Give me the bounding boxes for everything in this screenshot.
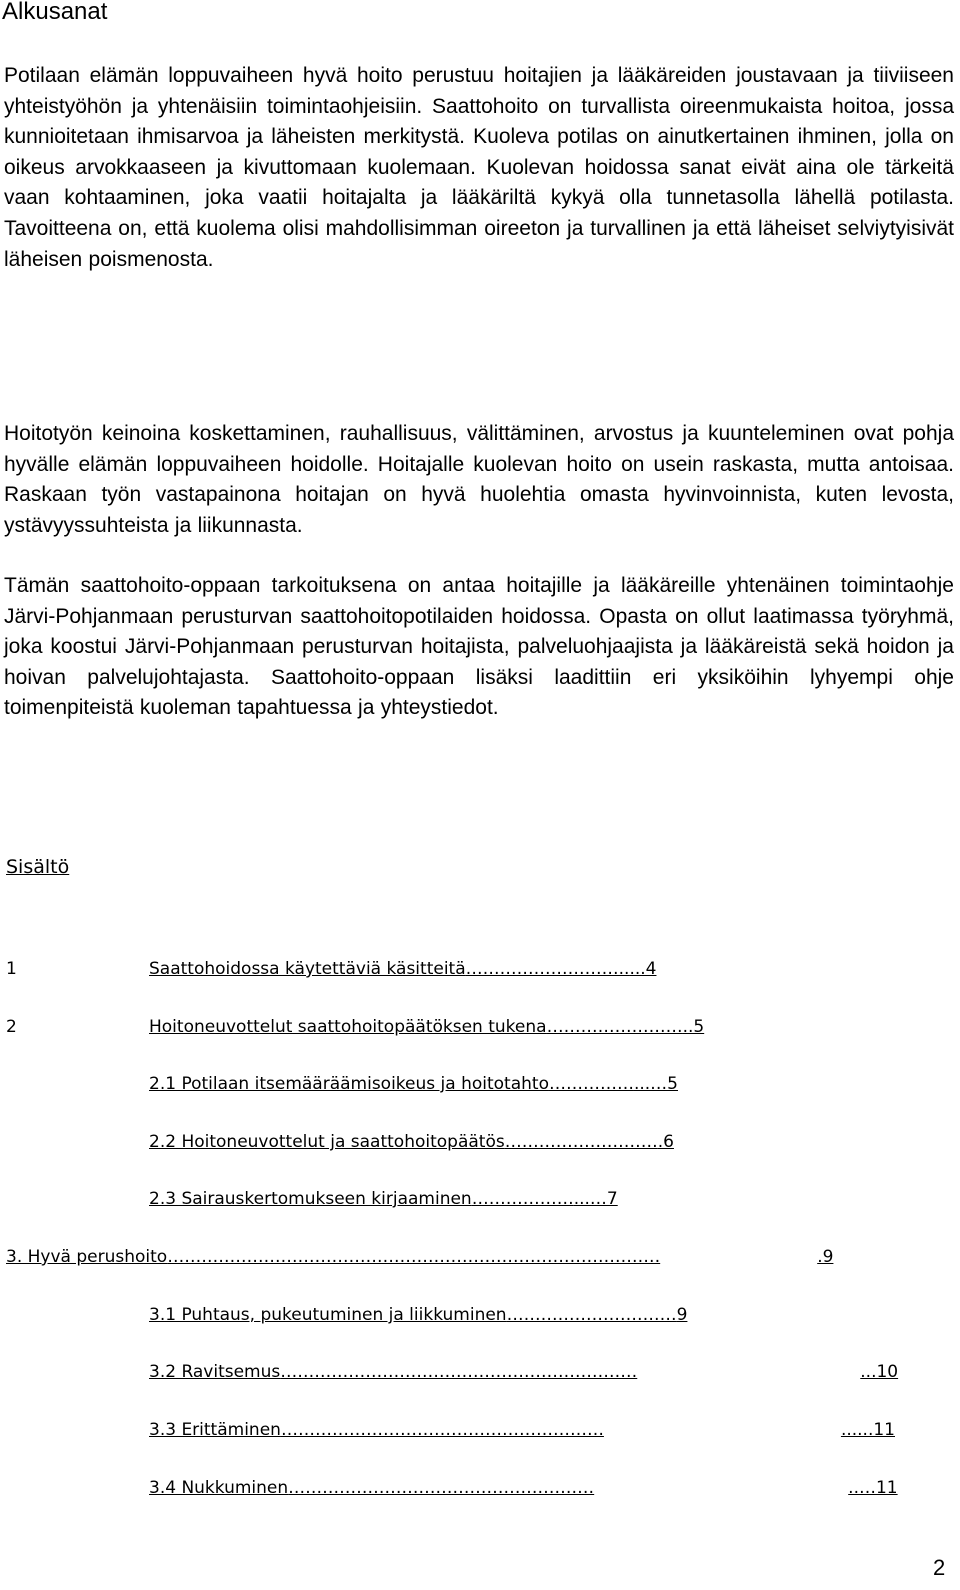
toc-entry-text: 3.4 Nukkuminen (149, 1478, 289, 1498)
toc-entry-text: 2.1 Potilaan itsemääräämisoikeus ja hoitotahto (149, 1074, 549, 1094)
toc-entry-text: Saattohoidossa käytettäviä käsitteitä (149, 959, 466, 979)
toc-entry-2-2[interactable] (149, 1130, 674, 1154)
toc-entry-text: 3. Hyvä perushoito (6, 1247, 168, 1267)
toc-entry-text: 3.3 Erittäminen (149, 1420, 281, 1440)
toc-entry-page: ...…7 (573, 1189, 618, 1209)
page-number: 2 (933, 1555, 946, 1580)
toc-entry-leader: …………………… (546, 1017, 683, 1037)
toc-entry-page: .6 (657, 1132, 674, 1152)
toc-entry-leader: ……………………… (504, 1132, 658, 1152)
toc-entry-page: ...4 (629, 959, 657, 979)
toc-entry-text: 2.2 Hoitoneuvottelut ja saattohoitopäätös (149, 1132, 505, 1152)
toc-entry-2[interactable] (6, 1015, 704, 1039)
toc-entry-page: ..5 (682, 1017, 705, 1037)
paragraph-1: Potilaan elämän loppuvaiheen hyvä hoito perustuu hoitajien ja lääkäreiden joustavaan ja tiiviiseen yhteistyöhön ja yhtenäisiin toimintaohjeisiin. Saattohoito on turvallista oireenmukaista hoitoa, jossa kunnioitetaan ihmisarvoa ja läheisten merkitystä. Kuoleva potilas on ainutkertainen ihminen, jolla on oikeus arvokkaaseen ja kivuttomaan kuolemaan. Kuolevan hoidossa sanat eivät aina ole tärkeitä vaan kohtaaminen, joka vaatii hoitajalta ja lääkäriltä kykyä olla tunnetasolla lähellä potilasta. Tavoitteena on, että kuolema olisi mahdollisimman oireeton ja turvallinen ja että läheiset selviytyisivät läheisen poismenosta. (4, 64, 954, 271)
paragraph-3: Tämän saattohoito-oppaan tarkoituksena on antaa hoitajille ja lääkäreille yhtenäinen toimintaohje Järvi-Pohjanmaan perusturvan saattohoitopotilaiden hoidossa. Opasta on ollut laatimassa työryhmä, joka koostui Järvi-Pohjanmaan perusturvan hoitajista, palveluohjaajista ja lääkäreistä sekä hoidon ja hoivan palvelujohtajasta. Saattohoito-oppaan lisäksi laadittiin eri yksiköihin lyhyempi ohje toimenpiteistä kuoleman tapahtuessa ja yhteystiedot. (4, 574, 954, 720)
toc-entry-text: 2.3 Sairauskertomukseen kirjaaminen (149, 1189, 472, 1209)
toc-entry-text: Hoitoneuvottelut saattohoitopäätöksen tukena (149, 1017, 547, 1037)
toc-entry-leader: ……………………………………………… (288, 1478, 595, 1498)
toc-entry-leader: …………… (548, 1074, 634, 1094)
toc-entry-page: .9 (817, 1247, 834, 1267)
toc-entry-leader: ……………… (471, 1189, 574, 1209)
toc-entry-3-4[interactable] (149, 1476, 898, 1500)
toc-entry-page: ...10 (860, 1362, 899, 1382)
toc-entry-leader: ……………………….. (465, 959, 630, 979)
toc-entry-page: ......11 (840, 1420, 895, 1440)
toc-entry-leader: ………………………………………………… (280, 1420, 604, 1440)
toc-entry-1[interactable] (6, 957, 656, 981)
toc-entry-page: ...…5 (633, 1074, 678, 1094)
toc-entry-3[interactable] (6, 1245, 833, 1269)
toc-entry-text: 3.1 Puhtaus, pukeutuminen ja liikkuminen (149, 1305, 507, 1325)
toc-entry-3-3[interactable] (149, 1418, 895, 1442)
toc-entry-number: 2 (6, 1017, 17, 1037)
toc-entry-2-1[interactable] (149, 1072, 678, 1096)
toc-entry-2-3[interactable] (149, 1187, 618, 1211)
toc-entry-page: 9 (676, 1305, 688, 1325)
toc-title: Sisältö (6, 856, 70, 878)
paragraph-2: Hoitotyön keinoina koskettaminen, rauhallisuus, välittäminen, arvostus ja kuunteleminen ovat pohja hyvälle elämän loppuvaiheen hoidolle. Hoitajalle kuolevan hoito on usein raskasta, mutta antoisaa. Raskaan työn vastapainona hoitajan on hyvä huolehtia omasta hyvinvoinnista, kuten levosta, ystävyyssuhteista ja liikunnasta. (4, 422, 954, 537)
toc-entry-text: 3.2 Ravitsemus (149, 1362, 281, 1382)
toc-entry-leader: ………………………… (506, 1305, 677, 1325)
toc-entry-3-1[interactable] (149, 1303, 687, 1327)
toc-entry-leader: …………………………………………………………………………… (167, 1247, 661, 1267)
toc-entry-page: ..…11 (848, 1478, 898, 1498)
toc-entry-leader: ……………………………………………………… (280, 1362, 638, 1382)
toc-entry-number: 1 (6, 959, 17, 979)
toc-entry-3-2[interactable] (149, 1360, 898, 1384)
page-heading: Alkusanat (2, 0, 108, 25)
